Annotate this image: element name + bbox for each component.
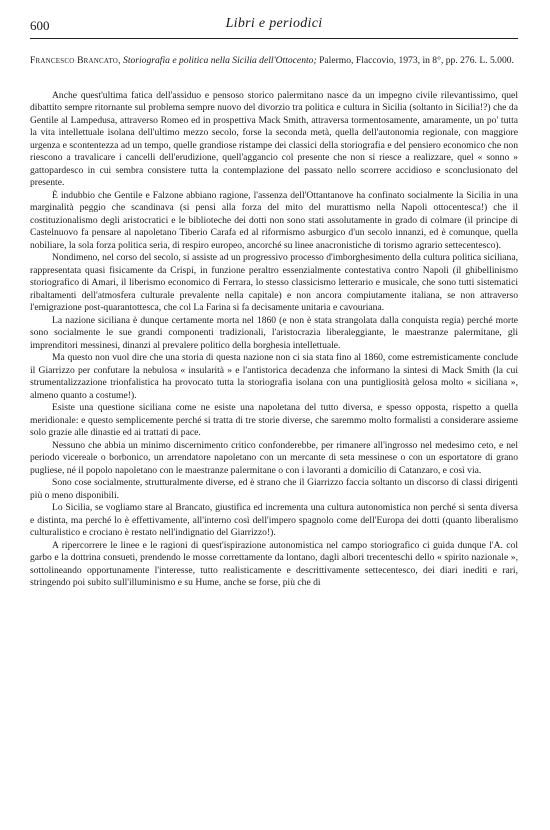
page-number: 600 [30,18,50,33]
paragraph: Nessuno che abbia un minimo discernimento critico confonderebbe, per rimanere all'ingrosso nel medesimo ceto, e nel periodo vicereale o borbonico, un arrendatore napoletano con un mercante di seta messinese o con un esportatore di grano pugliese, né il popolo napoletano con le maestranze palermitane o con i lavoranti a domicilio di Catanzaro, e così via. [30,439,518,476]
paragraph: Nondimeno, nel corso del secolo, si assiste ad un progressivo processo d'imborghesimento della cultura politica siciliana, rappresentata quasi fisicamente da Crispi, in funzione peraltro essenzialmente contestativa contro Napoli (il ghibellinismo storiografico di Amari, il liberismo economico di Ferrara, lo stesso classicismo letterario e musicale, che sono tutti sistematici ribaltamenti dell'atmosfera culturale prevalente nella capitale) e non ancora compiutamente italiana, se non attraverso l'emigrazione post-quarantottesca, che col La Farina si fa decisamente unitaria e cavouriana. [30,252,518,313]
citation-title: Storiografia e politica nella Sicilia dell'Ottocento; [123,55,317,66]
page-header [30,16,518,39]
paragraph: Esiste una questione siciliana come ne esiste una napoletana del tutto diversa, e spesso opposta, rispetto a quella meridionale: e questo semplicemente perché si tratta di tre storie diverse, che saremmo molto formalisti a considerare assieme solo grazie alle dinastie ed ai trattati di pace. [30,402,518,438]
paragraph: Lo Sicilia, se vogliamo stare al Brancato, giustifica ed incrementa una cultura autonomistica non perché si senta diversa e distinta, ma perché lo è effettivamente, all'interno così dell'impero spagnolo come dell'Europa dei dotti (quanto liberalismo culturalistico e crociano è restato nell'indignatio del Giarrizzo!). [30,502,518,538]
running-title: Libri e periodici [225,16,323,31]
paragraph: A ripercorrere le linee e le ragioni di quest'ispirazione autonomistica nel campo storiografico ci guida dunque l'A. col garbo e la dottrina consueti, prendendo le mosse correttamente da lontano, dagli albori trecenteschi dello « spirito nazionale », sottolineando opportunamente l'interesse, tutto realisticamente e descrittivamente settecentesco, dei diari inediti e rari, stringendo poi subito sull'illuminismo e su Hume, anche se forse, più che di [30,539,518,588]
citation-details: Palermo, Flaccovio, 1973, in 8°, pp. 276. L. 5.000. [319,55,514,66]
paragraph: Anche quest'ultima fatica dell'assiduo e pensoso storico palermitano nasce da un impegno civile rilevantissimo, quel dibattito sempre ritornante sul problema sempre nuovo del divorzio tra politica e cultura in Sicilia (soltanto in Sicilia!?) che da Gentile al Lampedusa, attraverso Romeo ed in prospettiva Mack Smith, attraversa tormentosamente, amaramente, un po' tutta la vita intellettuale isolana dell'ultimo mezzo secolo, forse la seconda metà, quella dell'autonomia regionale, con maggiore urgenza e scontentezza ad un tempo, quelle grandiose ristampe dei classici della storiografia e del pensiero economico che non riescono a travalicare i cancelli dell'erudizione, quell'aggancio col presente che non si riesce a realizzare, quel « sonno » gattopardesco in cui sembra consistere tutta la contemplazione del passato nello scorrere accidioso e sconclusionato del presente. [30,89,518,188]
book-citation [30,55,518,68]
paragraph: Ma questo non vuol dire che una storia di questa nazione non ci sia stata fino al 1860, come estremisticamente conclude il Giarrizzo per confutare la nebulosa « insularità » e l'antistorica decadenza che informano la sintesi di Mack Smith (la cui strumentalizzazione trionfalistica ha provocato tutta la storiografia isolana con una puntigliosità gelosa molto « siciliana », almeno quanto a costume!). [30,352,518,401]
paragraph: Sono cose socialmente, strutturalmente diverse, ed è strano che il Giarrizzo faccia soltanto un discorso di classi dirigenti più o meno disponibili. [30,477,518,501]
paragraph: È indubbio che Gentile e Falzone abbiano ragione, l'assenza dell'Ottantanove ha confinato socialmente la Sicilia in una marginalità peggio che scandinava (si pensi alla forza del mito del murattismo nella Napoli ottocentesca!) che il costituzionalismo degli aristocratici e le biblioteche dei dotti non sono stati assolutamente in grado di colmare (il principe di Castelnuovo fa pensare al napoletano Tiberio Carafa ed al riformismo asburgico d'un secolo innanzi, ed è comunque, quella nobiliare, la sola forza politica seria, di respiro europeo, ancorché su linee anacronistiche di torismo agrario settecentesco). [30,189,518,251]
paragraph: La nazione siciliana è dunque certamente morta nel 1860 (e non è stata strangolata dalla conquista regia) perché morte sono socialmente le sue grandi componenti tradizionali, l'aristocrazia liberaleggiante, le maestranze palermitane, gli imprenditori messinesi, dinanzi al prevalere politico della borghesia intellettuale. [30,314,518,351]
citation-author: Francesco Brancato, [30,55,121,66]
review-body [30,90,518,590]
